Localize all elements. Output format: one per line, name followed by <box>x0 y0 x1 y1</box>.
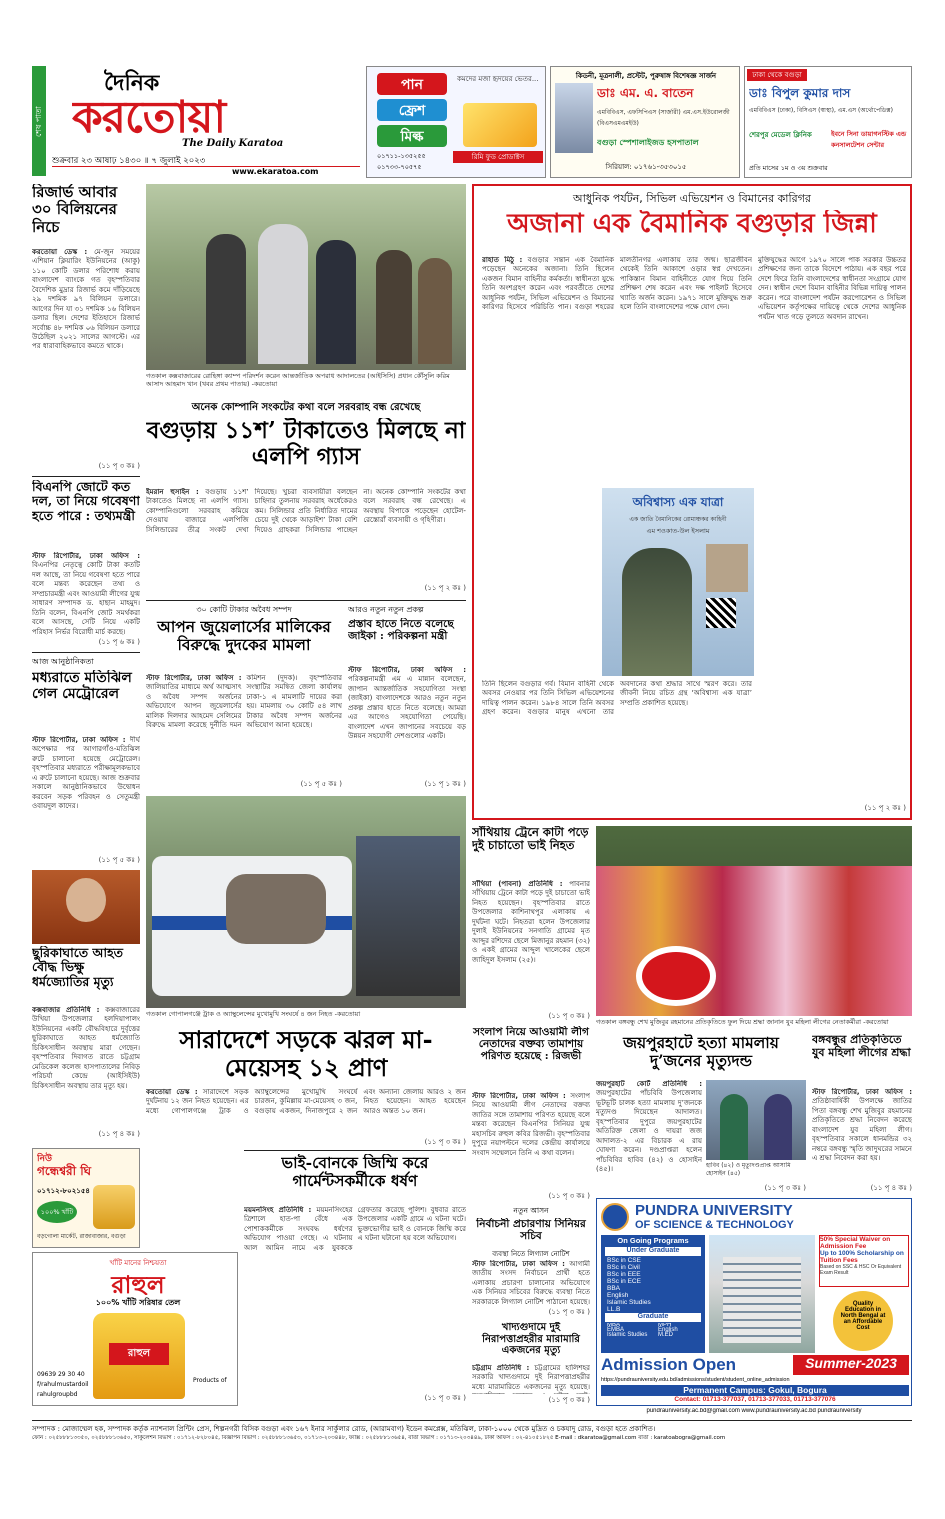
credit: চট্টগ্রাম প্রতিনিধি : <box>472 1364 530 1372</box>
ghee-phone: ০১৭১২-৮০২১৫৪ <box>37 1187 90 1195</box>
headline: জয়পুরহাটে হত্যা মামলায় দু’জনের মৃত্যুদন্ড <box>623 1034 779 1070</box>
doctor2-clinic1: শেরপুর মেডেল ক্লিনিক <box>749 131 812 139</box>
dateline: শুক্রবার ২৩ আষাঢ় ১৪৩০ ॥ ৭ জুলাই ২০২৩ <box>52 154 360 167</box>
ambulance-wreckage <box>226 874 326 944</box>
rally-photo <box>596 826 912 1016</box>
body-text: দীর্ঘ অপেক্ষার পর আগারগাঁও-মতিঝিল রুটে চালানো হয়েছে মেট্রোরেল। বৃহস্পতিবার মধ্যরাতে পরীক্ষামূলকভাবে এ রুটে চালানো হয়েছে। আজ শুক্রবার সকালে আনুষ্ঠানিকভাবে উদ্বোধন করবেন সড়ক পরিবহন ও সেতুমন্ত্রী ওবায়দুল কাদের। <box>32 736 140 811</box>
pan-ad-phones: ০১৭১১-১৩৫২৫৫ ০১৭৩৩-৭০৫৭৫ <box>377 152 426 171</box>
ad-doctor-bipul[interactable] <box>744 66 912 178</box>
book-author: এম শওকাত-উল ইসলাম <box>646 527 710 535</box>
photo-figure <box>418 258 452 364</box>
article-body <box>32 1006 140 1128</box>
footer-imprint: সম্পাদক : মোজাম্মেল হক, সম্পাদক কর্তৃক ন্যাশনাল প্রিন্টিং প্রেস, শিল্পনগরী বিসিক বগুড়া এবং ১৬৭ ইনার সার্কুলার রোড, (আরামবাগ) ইডেন কমপ্লেক্স, মতিঝিল, ঢাকা-১০০০ থেকে মুদ্রিত ও চকযাদু রোড, বগুড়া হতে প্রকাশিত। <box>32 1425 656 1433</box>
pundra-logo-icon <box>601 1203 629 1231</box>
article-body <box>32 736 140 852</box>
credit: স্টাফ রিপোর্টার, ঢাকা অফিস : <box>146 674 242 682</box>
article-body <box>146 674 342 778</box>
crash-photo <box>146 796 466 1008</box>
article-body-bottom: তিনি ছিলেন বগুড়ার গর্ব। বিমান বাহিনী থেকে অবসর নেওয়ার পর তিনি সিভিল এভিয়েশনের দায়িত্ব পালন করেন। ১৯৮৪ সালে তিনি অবসর গ্রহণ করেন। বগুড়ার মানুষ এখনো তার অবদানের কথা শ্রদ্ধার সাথে স্মরণ করে। তার জীবনী নিয়ে রচিত গ্রন্থ ‘অবিশ্বাস্য এক যাত্রা’ সম্প্রতি প্রকাশিত হয়েছে। <box>482 680 752 717</box>
continuation[interactable]: (১১ পৃ ২ কঃ ) <box>864 804 906 812</box>
programs-title: On Going Programs <box>617 1236 689 1245</box>
article-body <box>472 1260 590 1306</box>
caption-credit: -করতোয়া <box>251 380 278 389</box>
program-item: BSc in ECE <box>607 1278 641 1285</box>
caption-text: গতকাল কক্সবাজারের রোহিঙ্গা ক্যাম্প পরিদর্শন করেন আন্তর্জাতিক অপরাধ আদালতের (আইসিসি) প্রধান কৌঁসুলি করিম আসাদ আহমাদ খান (খবর প্রথম পাতায়) <box>146 372 450 389</box>
headline: রিজার্ভ আবার ৩০ বিলিয়নের নিচে <box>32 184 118 236</box>
top-photo-caption <box>146 372 466 396</box>
article-rape <box>244 1154 466 1406</box>
body-text: বগুড়ার সন্তান এক বৈমানিক পড়েছেন অনেকের অজানা। তিনি ছিলেন একজন বিমান বাহিনীর কর্মকর্তা। স্বাধীনতা যুদ্ধে তিনি অংশগ্রহণ করেন এবং পরবর্তীতে দেশের আধুনিক পর্যটন, সিভিল এভিয়েশন ও বিমানের কারিগর হিসেবে পরিচিতি পান। বগুড়া শহরের মালতীনগর এলাকায় তার জন্ম। ছাত্রজীবন থেকেই তিনি আকাশে ওড়ার স্বপ্ন দেখতেন। পাকিস্তান বিমান বাহিনীতে যোগ দিয়ে তিনি প্রশিক্ষণ শেষ করেন এবং দক্ষ পাইলট হিসেবে খ্যাতি অর্জন করেন। ১৯৭১ সালে মুক্তিযুদ্ধ শুরু হলে তিনি বাংলাদেশের পক্ষে যোগ দেন। <box>482 256 752 312</box>
article-accident <box>146 1026 466 1148</box>
article-body <box>244 1206 466 1392</box>
ad-pan-fresh-milk[interactable] <box>366 66 546 178</box>
g-title: Graduate <box>605 1313 701 1322</box>
continuation[interactable]: (১১ পৃ ৩ কঃ ) <box>424 1394 466 1402</box>
waiver-box <box>819 1235 909 1287</box>
article-jinnah <box>472 184 912 820</box>
program-item: EMBA <box>607 1327 625 1333</box>
doctor1-name: ডাঃ এম. এ. বাতেন <box>597 86 694 100</box>
ghee-badge: ১০০% খাঁটি <box>37 1201 77 1223</box>
kicker: ৩০ কোটি টাকার অবৈধ সম্পদ <box>196 605 292 614</box>
kicker: আরও নতুন নতুন প্রকল্প <box>348 605 424 614</box>
credit: করতোয়া ডেস্ক : <box>146 1088 198 1096</box>
convicts-caption: হাবিব (৪২) ও মৃত্যুদণ্ডপ্রাপ্ত আসামি হোসাইন (৪৫) <box>706 1162 791 1177</box>
waiver-line3: Up to 100% Scholarship on <box>820 1250 904 1257</box>
headline: মধ্যরাতে মতিঝিল গেল মেট্রোরেল <box>32 670 132 703</box>
ug-list <box>607 1257 703 1313</box>
program-item: BBA <box>607 1285 621 1292</box>
pan-ad-brand: রিমি ফুড প্রোডাক্টস <box>453 151 543 163</box>
article-gas <box>146 400 466 596</box>
book-subtitle: এক জাতি বৈমানিকের রোমাঞ্চকর কাহিনী <box>629 516 727 523</box>
program-item: MBA <box>607 1323 621 1328</box>
caption-text: গতকাল বঙ্গবন্ধু শেখ মুজিবুর রহমানের প্রতিকৃতিতে ফুল দিয়ে শ্রদ্ধা জানান যুব মহিলা লীগের নেতাকর্মীরা <box>596 1018 862 1026</box>
building <box>723 1257 801 1343</box>
program-item: English <box>658 1327 678 1333</box>
article-body <box>472 880 590 1008</box>
person <box>764 1094 792 1160</box>
article-body <box>812 1088 912 1180</box>
body-text: বগুড়ায় ১১শ’ টাকাতেও মিলছে না এলপি গ্যাস। কোম্পানিগুলো সরবরাহ কমিয়ে দেওয়ায় বাজারে এলপিজি সিলিন্ডারের তীব্র সংকট দেখা দিয়েছে। খুচরা ব্যবসায়ীরা বলছেন চাহিদার তুলনায় সরবরাহ অর্ধেকেরও কম। সিলিন্ডার প্রতি নির্ধারিত দামের চেয়ে দুই থেকে আড়াইশ’ টাকা বেশি দিয়েও গ্রাহকরা সিলিন্ডার পাচ্ছেন না। অনেক কোম্পানি সংকটের কথা বলে সরবরাহ বন্ধ রেখেছে। এ অবস্থায় বিপাকে পড়েছেন হোটেল-রেস্তোরাঁ ব্যবসায়ী ও গৃহিণীরা। <box>146 488 466 534</box>
rahul-fb: f/rahulmustardoil <box>37 1381 89 1388</box>
website[interactable]: www.ekaratoa.com <box>232 167 319 176</box>
crash-photo-caption <box>146 1010 466 1022</box>
body-text: ময়মনসিংহের ত্রিশালে হাত-পা বেঁধে এক পোশাককর্মীকে সংঘবদ্ধ ধর্ষণের অভিযোগ পাওয়া গেছে। এ ঘটনায় আল আমিন নামে এক যুবককে গ্রেফতার করেছে পুলিশ। বুধবার রাতে উপজেলার একটি গ্রামে এ ঘটনা ঘটে। ভুক্তভোগীর ভাই ও বোনকে জিম্মি করে এ ঘটনা ঘটানো হয় বলে অভিযোগ। <box>244 1206 466 1252</box>
headline: বগুড়ায় ১১শ’ টাকাতেও মিলছে না এলপি গ্যাস <box>146 418 466 471</box>
caption-text: গতকাল গোপালগঞ্জে ট্রাক ও অ্যাম্বুলেন্সের মুখোমুখি সংঘর্ষে ৪ জন নিহত <box>146 1010 333 1018</box>
headline: আপন জুয়েলার্সের মালিকের বিরুদ্ধে দুদকের মামলা <box>157 618 331 654</box>
article-train <box>472 826 590 1022</box>
continuation[interactable]: (১১ পৃ ৩ কঃ ) <box>764 1184 806 1192</box>
program-item: LL.B <box>607 1306 621 1313</box>
waiver-line4: Tuition Fees <box>820 1257 858 1264</box>
ghee-line1: নিউ <box>37 1154 52 1163</box>
bottle-label: রাহুল <box>109 1343 169 1365</box>
rahul-brand: রাহুল <box>111 1271 165 1295</box>
contact-numbers[interactable]: Contact: 01713-377037, 01713-377033, 01713-377076 <box>674 1396 836 1403</box>
rahul-bottle-image <box>93 1313 185 1399</box>
person <box>720 1094 748 1160</box>
ad-pundra-university[interactable] <box>596 1198 912 1406</box>
kicker: নতুন আসন <box>513 1206 549 1215</box>
photo-figure <box>376 250 412 364</box>
logo-top: দৈনিক <box>104 70 160 92</box>
body-text: বিএনপির নেতৃত্বে কোটি টাকা কতটি দল আছে, তা নিয়ে গবেষণা হতে পারে বলে মন্তব্য করেছেন তথ্য ও সম্প্রচারমন্ত্রী এবং আওয়ামী লীগের যুগ্ম সাধারণ সম্পাদক ড. হাছান মাহমুদ। তিনি বলেন, বিএনপি জোট সমর্থকরা বলে আসছে, সেটি নিয়ে একটি পরিহাস নির্ভর বিরোধী মার্চ করছে। <box>32 561 140 636</box>
side-tab: শেষ পাতা <box>32 66 46 176</box>
article-bnp <box>32 480 140 648</box>
article-joypurhat <box>596 1034 806 1194</box>
social-links[interactable]: pundrauniversity.ac.bd@gmail.com www.pundrauniversity.ac.bd pundrauniversity <box>646 1408 862 1414</box>
logo-en: The Daily Karatoa <box>182 138 284 149</box>
subheadline: ব্যবস্থা নিতে লিগ্যাল নোটিশ <box>492 1250 570 1258</box>
program-item: BSc in CSE <box>607 1257 641 1264</box>
ghee-line2: গন্ধেশ্বরী ঘি <box>37 1164 92 1178</box>
continuation[interactable]: (১১ পৃ ৪ কঃ ) <box>98 1130 140 1138</box>
continuation[interactable]: (১১ পৃ ৩ কঃ ) <box>548 1396 590 1404</box>
article-body <box>146 488 466 582</box>
article-awami <box>472 1026 590 1202</box>
kicker: আজ আনুষ্ঠানিকতা <box>32 657 94 666</box>
continuation[interactable]: (১১ পৃ ৫ কঃ ) <box>98 856 140 864</box>
book-title: অবিশ্বাস্য এক যাত্রা <box>632 495 724 509</box>
credit: স্টাফ রিপোর্টার, ঢাকা অফিস : <box>472 1092 566 1100</box>
ad-rahul-mustard-oil[interactable] <box>32 1252 238 1406</box>
article-reserve <box>32 184 140 474</box>
article-body <box>146 1088 466 1136</box>
doctor1-photo <box>555 83 593 153</box>
book-cover <box>602 488 754 676</box>
doctor1-serial: সিরিয়াল: ০১৭৬১-৩৫৩০১৫ <box>605 163 687 171</box>
headline: বিএনপি জোটে কত দল, তা নিয়ে গবেষণা হতে পারে : তথ্যমন্ত্রী <box>32 480 140 523</box>
pan-packet-image <box>463 103 537 147</box>
kicker: অনেক কোম্পানি সংকটের কথা বলে সরবরাহ বন্ধ রেখেছে <box>191 402 421 413</box>
headline: প্রস্তাব হাতে নিতে বলেছে জাইকা : পরিকল্পনা মন্ত্রী <box>348 618 454 643</box>
continuation[interactable]: (১১ পৃ ৫ কঃ ) <box>300 780 342 788</box>
photo-figure <box>258 224 308 364</box>
doctor2-name: ডাঃ বিপুল কুমার দাস <box>749 86 851 100</box>
pan-ad-line2: ফ্রেশ <box>377 99 447 121</box>
body-text: মে-জুন সময়ের এশিয়ান ক্লিয়ারিং ইউনিয়নের (আকু) ১১০ কোটি ডলার পরিশোধ করায় বাংলাদেশ ব্যাংকে গত বৃহস্পতিবার বৈদেশিক মুদ্রার রিজার্ভ কমে দাঁড়িয়েছে ২৯ দশমিক ৯৭ বিলিয়ন ডলারে। আগের দিন যা ৩১ দশমিক ১৬ বিলিয়ন ডলার ছিল। দেশের ইতিহাসে রিজার্ভ সর্বোচ্চ ৪৮ দশমিক ০৬ বিলিয়ন ডলারে উঠেছিল ২০২১ সালের আগস্টে। এর পর ধারাবাহিকভাবে কমতে থাকে। <box>32 248 140 351</box>
photo-figure <box>316 240 356 364</box>
doctor1-degree: এমবিবিএস, এফসিপিএস (সার্জারী) এম.এস.ইউরোলজী (বিএসএমএমইউ) <box>597 109 730 127</box>
credit: জয়পুরহাট কোর্ট প্রতিনিধি : <box>596 1080 702 1088</box>
waiver-line5: Based on SSC & HSC Or Equivalent Exam Result <box>820 1264 902 1276</box>
article-campaign <box>472 1206 590 1318</box>
headline: খাদ্যগুদামে দুই নিরাপত্তাপ্রহরীর মারামারি একজনের মৃত্যু <box>482 1322 580 1356</box>
doctor2-degree: এমবিবিএস (ঢাকা), বিসিএস (স্বাস্থ্য), এম.এস (অর্থোপেডিক্স) <box>749 107 893 114</box>
body-text: জয়পুরহাটের পাঁচবিবি উপজেলায় ভূটভূটি চালক হত্যা মামলায় দু’জনকে মৃত্যুদণ্ড দিয়েছেন আদালত। বৃহস্পতিবার দুপুরে জয়পুরহাটের অতিরিক্ত জেলা ও দায়রা জজ আদালত-২ এর বিচারক এ রায় ঘোষণা করেন। দণ্ডপ্রাপ্তরা হলেন পাঁচবিবির হাবিব (৪২) ও হোসাইন (৪৫)। <box>596 1089 702 1173</box>
pilot-figure <box>622 548 692 676</box>
continuation[interactable]: (১১ পৃ ৪ কঃ ) <box>870 1184 912 1192</box>
author-photo <box>706 544 748 592</box>
headline: সাঁথিয়ায় ট্রেনে কাটা পড়ে দুই চাচাতো ভাই নিহত <box>472 826 589 853</box>
headline: নির্বাচনী প্রচারণায় সিনিয়র সচিব <box>476 1218 586 1243</box>
pundra-name2: OF SCIENCE & TECHNOLOGY <box>635 1219 794 1231</box>
credit: ইমরান হুসাইন : <box>146 488 199 496</box>
program-item: English <box>607 1292 629 1299</box>
continuation[interactable]: (১১ পৃ ১ কঃ ) <box>424 780 466 788</box>
body-text: সারাদেশে সড়ক দুর্ঘটনায় ১২ জন নিহত হয়েছেন। এর মধ্যে গোপালগঞ্জে ট্রাক ও অ্যাম্বুলেন্সের মুখোমুখি সংঘর্ষে চারজন, কুমিল্লায় মা-মেয়েসহ ৩ জন, বগুড়ায় একজন, দিনাজপুরে ২ জন এবং অন্যান্য জেলায় আরও ২ জন নিহত হয়েছেন। আহত হয়েছেন আরও অন্তত ১০ জন। <box>146 1088 466 1115</box>
divider <box>146 600 466 601</box>
credit: ময়মনসিংহ প্রতিনিধি : <box>244 1206 312 1214</box>
program-item: BSc in Civil <box>607 1264 640 1271</box>
body-text: আগামী জাতীয় সংসদ নির্বাচনে প্রার্থী হতে এলাকায় প্রচারণা চালানোর অভিযোগে এক সিনিয়র সচিবের বিরুদ্ধে ব্যবস্থা নিতে সরকারকে লিগ্যাল নোটিশ পাঠানো হয়েছে। <box>472 1260 590 1306</box>
headline: সংলাপ নিয়ে আওয়ামী লীগ নেতাদের বক্তব্য তামাশায় পরিণত হয়েছে : রিজভী <box>473 1026 589 1063</box>
doctor2-timing: প্রতি মাসের ১ম ও ৩য় শুক্রবার <box>749 164 828 172</box>
divider <box>32 652 140 653</box>
monk-head <box>66 878 106 922</box>
rahul-sub: ১০০% খাঁটি সরিষার তেল <box>95 1298 181 1307</box>
article-metro <box>32 656 140 866</box>
credit: স্টাফ রিপোর্টার, ঢাকা অফিস : <box>348 666 466 674</box>
article-body <box>482 256 752 486</box>
divider <box>244 1150 466 1151</box>
doctor1-hospital: বগুড়া স্পেশালাইজড হসপাতাল <box>597 138 699 147</box>
credit: স্টাফ রিপোর্টার, ঢাকা অফিস : <box>472 1260 565 1268</box>
doctor1-top: কিডনী, মূত্রনালী, প্রস্টেট, পুরুষাঙ্গ বিশেষজ্ঞ সার্জন <box>575 72 717 80</box>
headline: অজানা এক বৈমানিক বগুড়ার জিন্না <box>507 210 877 239</box>
rally-photo-caption <box>596 1018 912 1030</box>
headline: বঙ্গবন্ধুর প্রতিকৃতিতে যুব মহিলা লীগের শ্রদ্ধা <box>812 1034 911 1059</box>
article-jubo <box>812 1034 912 1194</box>
photo-figure <box>206 234 246 364</box>
headline: ছুরিকাঘাতে আহত বৌদ্ধ ভিক্ষু ধর্মজ্যোতির মৃত্যু <box>32 946 124 989</box>
body-text: পরিকল্পনামন্ত্রী এম এ মান্নান বলেছেন, জাপান আন্তর্জাতিক সহযোগিতা সংস্থা (জাইকা) বাংলাদেশকে আরও নতুন নতুন প্রকল্প প্রস্তাব হাতে নিতে বলেছে। আমরা এর আগেও সহযোগিতা পেয়েছি। বাংলাদেশ এখন জাপানের সবচেয়ে বড় উন্নয়ন সহযোগী দেশগুলোর একটি। <box>348 675 466 741</box>
credit: সাঁথিয়া (পাবনা) প্রতিনিধি : <box>472 880 563 888</box>
article-body <box>32 552 140 636</box>
ghee-jar-image <box>93 1185 135 1229</box>
article-body <box>596 1080 702 1180</box>
credit: কক্সবাজার প্রতিনিধি : <box>32 1006 100 1014</box>
waiver-line2: Admission Fee <box>820 1243 867 1250</box>
headline: সারাদেশে সড়কে ঝরল মা-মেয়েসহ ১২ প্রাণ <box>179 1026 433 1082</box>
article-body <box>348 666 466 776</box>
program-item: Islamic Studies <box>607 1299 651 1306</box>
rahul-tag: খাঁটি মানের নিশ্চয়তা <box>109 1259 167 1267</box>
programs-box <box>601 1235 705 1353</box>
admission-open[interactable]: Admission Open <box>601 1355 737 1374</box>
pan-ad-line1: পান <box>377 73 447 95</box>
divider <box>32 476 140 477</box>
waiver-line1: 50% Special Waiver on <box>820 1236 891 1243</box>
pundra-name1: PUNDRA UNIVERSITY <box>635 1202 793 1219</box>
continuation[interactable]: (১১ পৃ ৩ কঃ ) <box>548 1308 590 1316</box>
body-text: চট্টগ্রামের হালিশহর সরকারি খাদ্যগুদামে দুই নিরাপত্তাপ্রহরীর মধ্যে মারামারিতে একজনের মৃত্যু হয়েছে। <box>472 1364 590 1391</box>
pan-ad-line3: মিল্ক <box>377 125 447 147</box>
monk-photo <box>32 870 140 944</box>
continuation[interactable]: (১১ পৃ ৩ কঃ ) <box>424 1138 466 1146</box>
doctor2-clinic2: ইবনে সিনা ডায়াগনস্টিক এন্ড কনসালটেশন সেন্টার <box>831 130 907 149</box>
convicts-photo <box>706 1080 806 1160</box>
campus-building-image <box>709 1235 815 1353</box>
credit: রাহাত মিঠু : <box>482 256 523 264</box>
headline: ভাই-বোনকে জিম্মি করে গার্মেন্টসকর্মীকে ধর্ষণ <box>281 1154 429 1190</box>
g-list <box>607 1323 703 1353</box>
continuation[interactable]: (১১ পৃ ২ কঃ ) <box>424 584 466 592</box>
article-jewellers <box>146 604 342 790</box>
logo-main: করতোয়া <box>72 92 226 140</box>
body-text: জালিয়াতির মাধ্যমে অর্থ আত্মসাৎ ও অবৈধ সম্পদ অর্জনের অভিযোগে আপন জুয়েলার্সের মালিক দিলদার আহমেদ সেলিমের বিরুদ্ধে মামলা করেছে দুর্নীতি দমন কমিশন (দুদক)। বৃহস্পতিবার সংস্থাটির সমন্বিত জেলা কার্যালয় ঢাকা-১ এ মামলাটি দায়ের করা হয়। মামলায় ৩০ কোটি ৫৪ লাখ টাকার অবৈধ সম্পদ অর্জনের অভিযোগ আনা হয়েছে। <box>146 674 342 730</box>
article-body <box>32 248 140 458</box>
continuation[interactable]: (১১ পৃ ৩ কঃ ) <box>98 462 140 470</box>
rahul-products: Products of <box>193 1377 227 1384</box>
rahul-phone: 09639 29 30 40 <box>37 1371 85 1378</box>
body-text: পাবনার সাঁথিয়ায় ট্রেনে কাটা পড়ে দুই চাচাতো ভাই নিহত হয়েছেন। বৃহস্পতিবার রাতে উপজেলার কাশিনাথপুর এলাকায় এ দুর্ঘটনা ঘটে। নিহতরা হলেন উপজেলার দুলাই ইউনিয়নের সনগাতি গ্রামের মৃত আব্দুর রশিদের ছেলে মিজানুর রহমান (৩২) ও একই গ্রামের আব্দুল খালেকের ছেলে জাহিদুল ইসলাম (২৫)। <box>472 880 590 964</box>
admission-url[interactable]: https://pundrauniversity.edu.bd/admissions/student/student_online_admission <box>601 1377 790 1383</box>
top-photo-icc-visit <box>146 184 466 370</box>
admission-session: Summer-2023 <box>793 1355 909 1375</box>
article-monk <box>32 946 140 1142</box>
program-item: MPH <box>658 1323 672 1328</box>
caption-credit: -করতোয়া <box>334 1010 361 1018</box>
body-text: কক্সবাজারের উখিয়া উপজেলার হলদিয়াপালং ইউনিয়নের একটি বৌদ্ধবিহারে দুর্বৃত্তের ছুরিকাঘাতে আহত ধর্মজ্যোতি চিকিৎসাধীন অবস্থায় মারা গেছেন। বৃহস্পতিবার দিবাগত রাতে চট্টগ্রাম মেডিকেল কলেজ হাসপাতালের নিবিড় পরিচর্যা কেন্দ্রে (আইসিইউ) চিকিৎসাধীন অবস্থায় তার মৃত্যু হয়। <box>32 1006 140 1090</box>
credit: স্টাফ রিপোর্টার, ঢাকা অফিস : <box>32 552 140 560</box>
footer-contacts: ফোন : ০২৫৮৮৮১৩৩৫০, ০২৫৮৮৮১৩৬৫০, সার্কুলেশন বিভাগ : ০১৭১২-৮২৮০৪৫, বিজ্ঞাপন বিভাগ : ০২৫৮৮৮১৩৬৫৩, ০১৭১৩-২০৩৪৪৮, ফ্যাক্স : ০২৫৮৮৮১৩৬৫৪, বার্তা বিভাগ : ০১৭১৩-২০৩৪৪৯, ঢাকা অফিস : ০২-৪১০৫১৮২৫ E-mail : dkaratoa@gmail.com বার্তা : karatoabogra@gmail.com <box>32 1435 726 1441</box>
ghee-address: বড়গোলা মার্কেট, রাজাবাজার, বগুড়া <box>37 1233 126 1240</box>
ad-doctor-baten[interactable] <box>550 66 740 178</box>
body-text: প্রতিষ্ঠাবার্ষিকী উপলক্ষে জাতির পিতা বঙ্গবন্ধু শেখ মুজিবুর রহমানের প্রতিকৃতিতে শ্রদ্ধা নিবেদন করেছে বাংলাদেশ যুব মহিলা লীগ। বৃহস্পতিবার সকালে ধানমন্ডির ৩২ নম্বরে বঙ্গবন্ধু স্মৃতি জাদুঘরের সামনে এ শ্রদ্ধা নিবেদন করা হয়। <box>812 1097 912 1163</box>
continuation[interactable]: (১১ পৃ ৬ কঃ ) <box>98 638 140 646</box>
pan-ad-corner: কমদের মজা হৃদয়ের ভেতর... <box>457 75 539 83</box>
article-jaika <box>348 604 466 790</box>
footer-rule <box>32 1420 912 1421</box>
article-body <box>472 1092 590 1188</box>
caption-credit: -করতোয়া <box>863 1018 889 1026</box>
program-item: Islamic Studies <box>607 1332 648 1338</box>
continuation[interactable]: (১১ পৃ ৩ কঃ ) <box>548 1192 590 1200</box>
program-item: M.ED <box>658 1332 673 1338</box>
doctor2-top: ঢাকা থেকে বগুড়া <box>747 69 807 81</box>
ug-title: Under Graduate <box>605 1247 701 1256</box>
masthead <box>32 66 360 182</box>
quality-badge: Quality Education in North Bengal at an Affordable Cost <box>833 1291 893 1351</box>
qr-code-icon[interactable] <box>706 598 736 628</box>
rahul-web: rahulgroupbd <box>37 1391 78 1398</box>
credit: করতোয়া ডেস্ক : <box>32 248 88 256</box>
kicker: আধুনিক পর্যটন, সিভিল এভিয়েশন ও বিমানের কারিগর <box>573 192 811 205</box>
campus-address: Permanent Campus: Gokul, Bogura <box>601 1385 909 1396</box>
crowd <box>356 836 460 996</box>
article-body-right: মুক্তিযুদ্ধের আগে ১৯৭০ সালে পাক সরকার উচ্চতর প্রশিক্ষণের জন্য তাকে বিদেশে পাঠায়। এক বছর পরে দেশে ফিরে তিনি বাংলাদেশের স্বাধীনতা সংগ্রামে যোগ দেন। স্বাধীন দেশে বিমান বাহিনীর বিভিন্ন দায়িত্ব পালন করেন। পরে বাংলাদেশ পর্যটন করপোরেশন ও সিভিল এভিয়েশন কর্তৃপক্ষের দায়িত্বে থেকে দেশের আধুনিক পর্যটন খাত গড়ে তুলতে অবদান রাখেন। <box>758 256 906 321</box>
ad-gandheshwari-ghee[interactable] <box>32 1148 140 1248</box>
program-item: BSc in EEE <box>607 1271 641 1278</box>
article-body <box>472 1364 590 1394</box>
body-text: সংলাপ নিয়ে আওয়ামী লীগ নেতাদের বক্তব্য জাতির সঙ্গে তামাশায় পরিণত হয়েছে বলে মন্তব্য করেছেন বিএনপির সিনিয়র যুগ্ম মহাসচিব রুহুল কবির রিজভী। বৃহস্পতিবার দুপুরে নয়াপল্টনে দলের কেন্দ্রীয় কার্যালয়ে সংবাদ সম্মেলনে তিনি এ কথা বলেন। <box>472 1092 590 1157</box>
continuation[interactable]: (১১ পৃ ৩ কঃ ) <box>548 1012 590 1020</box>
article-khadyagudam <box>472 1322 590 1406</box>
credit: স্টাফ রিপোর্টার, ঢাকা অফিস : <box>32 736 126 744</box>
credit: স্টাফ রিপোর্টার, ঢাকা অফিস : <box>812 1088 912 1096</box>
flower-wreath <box>636 946 716 1006</box>
